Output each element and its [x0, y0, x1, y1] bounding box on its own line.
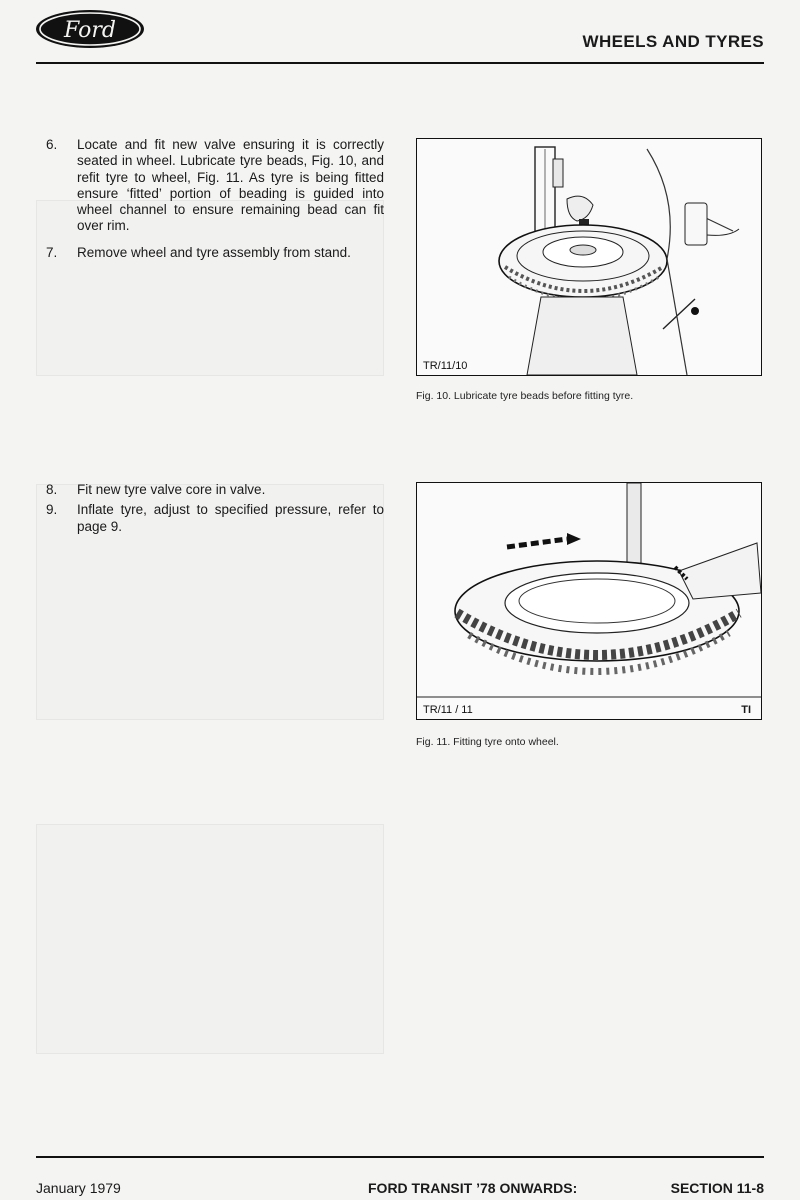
tyre-lubrication-illustration: [417, 139, 761, 375]
step-text: Fit new tyre valve core in valve.: [77, 482, 266, 497]
steps-group-top: [36, 137, 384, 271]
header-rule: [36, 62, 764, 64]
step-item: [36, 482, 384, 498]
svg-text:Ford: Ford: [64, 18, 116, 43]
figure-11-caption: Fig. 11. Fitting tyre onto wheel.: [416, 736, 559, 748]
step-item: [36, 502, 384, 535]
ford-logo: [34, 8, 146, 50]
footer-date: January 1979: [36, 1180, 121, 1196]
section-title: WHEELS AND TYRES: [582, 32, 764, 51]
figure-label: TR/11 / 11: [423, 704, 473, 716]
step-number: 7.: [46, 244, 58, 260]
tyre-fitting-illustration: [417, 483, 761, 719]
figure-mark: TI: [741, 704, 751, 716]
figure-label: TR/11/10: [423, 360, 468, 372]
step-text: Inflate tyre, adjust to specified pressure, refer to page 9.: [77, 502, 384, 534]
footer-section: SECTION 11-8: [670, 1180, 764, 1196]
figure-10-caption: Fig. 10. Lubricate tyre beads before fitting tyre.: [416, 390, 634, 402]
step-number: 6.: [46, 137, 58, 152]
footer-rule: [36, 1156, 764, 1158]
figure-11: [416, 482, 762, 720]
show-through-figure: [36, 824, 384, 1054]
step-item: [36, 137, 384, 235]
step-text: Locate and fit new valve ensuring it is correctly seated in wheel. Lubricate tyre beads, Fig. 10, and refit tyre to wheel, Fig. 11. As tyre is being fitted ensure ‘fitted’ portion of beading is guided into wheel channel to ensure remaining bead can fit over rim.: [77, 137, 384, 234]
figure-10: [416, 138, 762, 376]
step-number: 8.: [46, 482, 58, 497]
step-item: [36, 245, 384, 261]
step-text: Remove wheel and tyre assembly from stand.: [77, 244, 351, 260]
footer-publication: FORD TRANSIT ’78 ONWARDS:: [368, 1180, 578, 1196]
step-number: 9.: [46, 502, 58, 518]
steps-group-bottom: [36, 482, 384, 545]
